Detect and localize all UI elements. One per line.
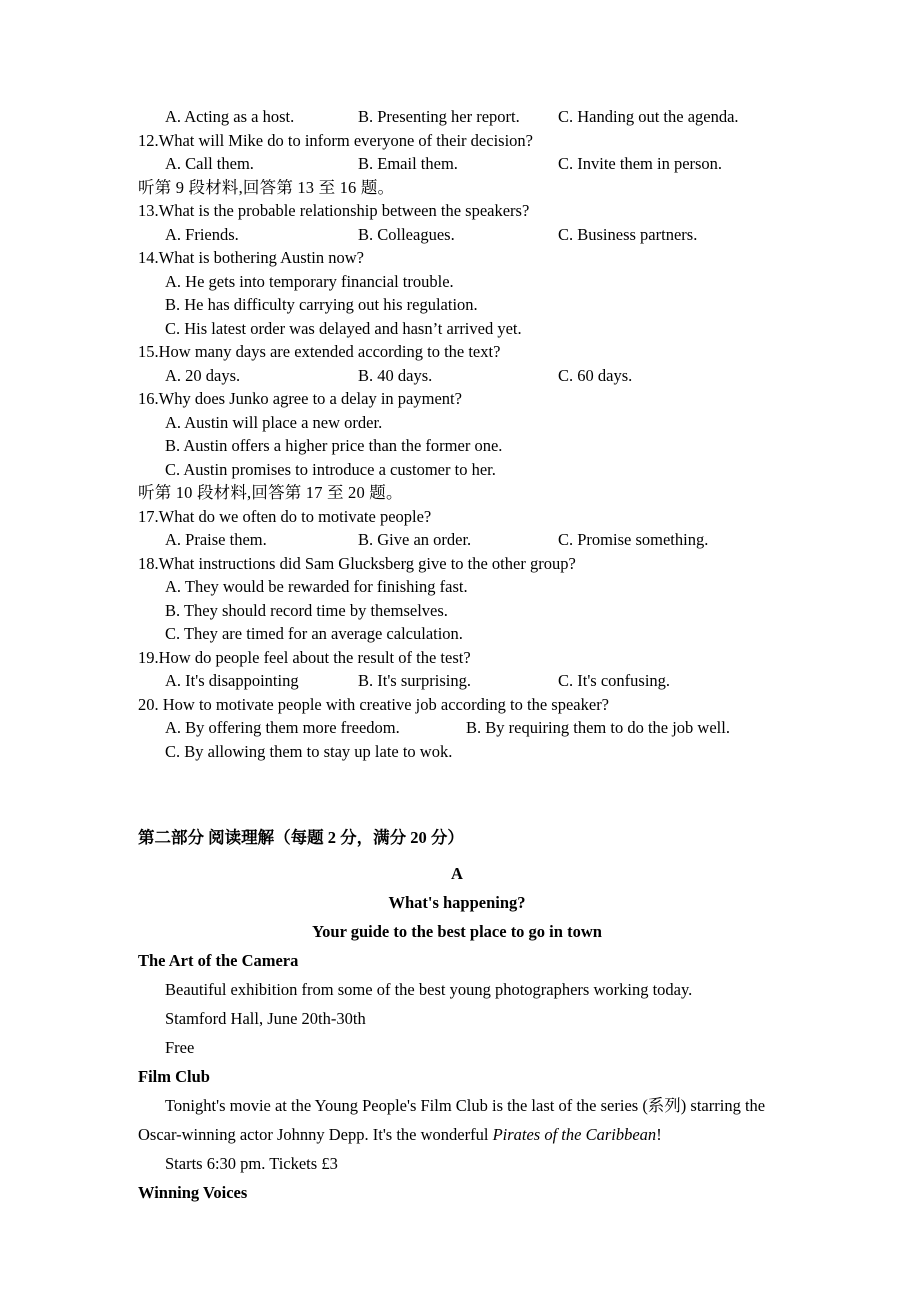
option-c: C. His latest order was delayed and hasn’t arrived yet. — [165, 318, 522, 338]
passage-subheadline: Your guide to the best place to go in town — [312, 922, 602, 941]
option-a: A. 20 days. — [165, 365, 241, 385]
question-12-stem: 12.What will Mike do to inform everyone of their decision? — [138, 130, 533, 150]
event-description: Beautiful exhibition from some of the best young photographers working today. — [165, 980, 693, 999]
option-c: C. Business partners. — [558, 224, 698, 244]
option-c: C. By allowing them to stay up late to wok. — [165, 741, 453, 761]
option-a: A. Acting as a host. — [165, 107, 295, 126]
option-b: B. By requiring them to do the job well. — [466, 718, 730, 737]
question-19-options — [138, 669, 790, 693]
option-b: B. Email them. — [358, 154, 458, 173]
option-c: C. Promise something. — [558, 530, 709, 549]
reading-section-title: 第二部分 阅读理解（每题 2 分，满分 20 分） — [138, 828, 464, 847]
section-spacer — [138, 763, 790, 825]
option-c: C. Invite them in person. — [558, 154, 723, 173]
question-13-options — [138, 223, 790, 247]
option-b: B. Give an order. — [358, 530, 472, 549]
option-b: B. 40 days. — [358, 365, 433, 385]
question-17-stem: 17.What do we often do to motivate people? — [138, 506, 432, 526]
option-b: B. He has difficulty carrying out his regulation. — [165, 295, 478, 314]
option-a: A. Austin will place a new order. — [165, 412, 383, 432]
option-b: B. Colleagues. — [358, 224, 455, 244]
question-15-options — [138, 364, 790, 388]
option-c: C. It's confusing. — [558, 671, 671, 690]
question-13-stem: 13.What is the probable relationship between the speakers? — [138, 201, 530, 220]
event-price: Starts 6:30 pm. Tickets £3 — [165, 1154, 338, 1173]
option-b: B. They should record time by themselves. — [165, 600, 448, 620]
option-c: C. 60 days. — [558, 365, 633, 385]
option-c: C. They are timed for an average calculation. — [165, 624, 463, 643]
listening-instruction-material-9: 听第 9 段材料,回答第 13 至 16 题。 — [138, 177, 395, 197]
question-12-options — [138, 152, 790, 176]
option-a: A. It's disappointing — [165, 671, 299, 690]
listening-instruction-material-10: 听第 10 段材料,回答第 17 至 20 题。 — [138, 483, 403, 502]
option-b: B. Austin offers a higher price than the former one. — [165, 436, 503, 455]
option-a: A. By offering them more freedom. — [165, 718, 400, 737]
event-price: Free — [165, 1038, 195, 1057]
passage-headline: What's happening? — [388, 893, 526, 912]
question-16-stem: 16.Why does Junko agree to a delay in payment? — [138, 389, 462, 408]
option-c: C. Austin promises to introduce a customer to her. — [165, 459, 496, 479]
option-c: C. Handing out the agenda. — [558, 107, 739, 126]
option-a: A. Praise them. — [165, 530, 267, 549]
event-description — [138, 1091, 790, 1149]
option-a: A. Friends. — [165, 224, 239, 244]
passage-label-a: A — [451, 864, 463, 883]
event-title-art-of-the-camera: The Art of the Camera — [138, 951, 299, 970]
event-description-part-2: ! — [656, 1125, 662, 1144]
question-17-options — [138, 528, 790, 552]
question-19-stem: 19.How do people feel about the result of the test? — [138, 647, 471, 667]
question-15-stem: 15.How many days are extended according to the text? — [138, 342, 501, 361]
option-b: B. It's surprising. — [358, 671, 471, 690]
movie-title-italic: Pirates of the Caribbean — [492, 1125, 657, 1144]
event-title-winning-voices: Winning Voices — [138, 1183, 248, 1202]
question-20-stem: 20. How to motivate people with creative job according to the speaker? — [138, 694, 610, 714]
question-11-options — [138, 105, 790, 129]
option-a: A. He gets into temporary financial trouble. — [165, 271, 454, 291]
option-b: B. Presenting her report. — [358, 107, 520, 126]
option-a: A. They would be rewarded for finishing fast. — [165, 577, 468, 596]
event-venue: Stamford Hall, June 20th-30th — [165, 1009, 366, 1028]
question-14-stem: 14.What is bothering Austin now? — [138, 248, 364, 267]
question-18-stem: 18.What instructions did Sam Glucksberg give to the other group? — [138, 553, 576, 573]
event-title-film-club: Film Club — [138, 1067, 210, 1086]
event-description-part-1: Tonight's movie at the Young People's Film Club is the last of the series (系列) starring the Oscar-winning actor Johnny Depp. It's the wonderful — [138, 1096, 766, 1144]
option-a: A. Call them. — [165, 154, 254, 173]
question-20-options — [138, 716, 790, 740]
